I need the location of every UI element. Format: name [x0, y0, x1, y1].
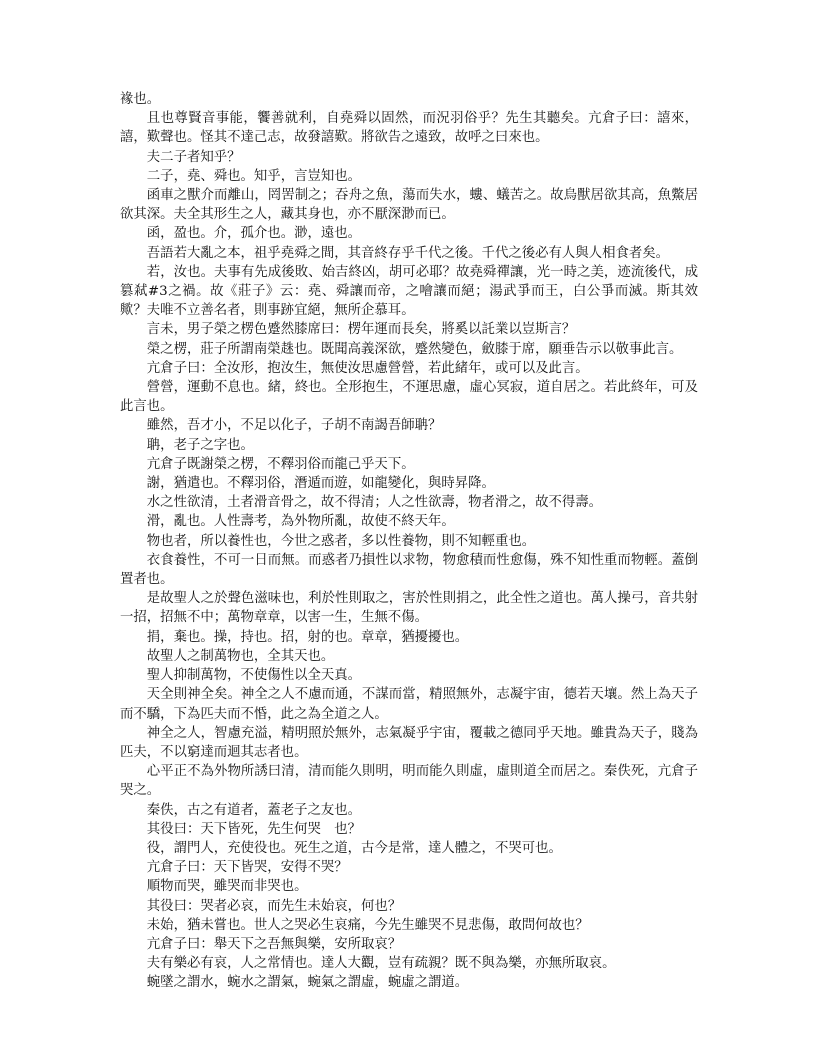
paragraph: 順物而哭，雖哭而非哭也。 — [146, 879, 308, 895]
paragraph: 函，盈也。介，孤介也。渺，遠也。 — [146, 226, 362, 242]
paragraph: 衣食養性，不可一日而無。而惑者乃損性以求物，物愈積而性愈傷，殊不知性重而物輕。蓋倒置者也。 — [120, 552, 698, 588]
paragraph: 天全則神全矣。神全之人不慮而通，不謀而當，精照無外，志凝宇宙，德若天壤。然上為天子而不驕，下為匹夫而不惛，此之為全道之人。 — [120, 687, 698, 722]
paragraph: 函車之獸介而離山，罔罟制之；吞舟之魚，蕩而失水，螻、蟻苦之。故烏獸居欲其高，魚鱉居欲其深。夫全其形生之人，藏其身也，亦不厭深渺而已。 — [120, 188, 698, 223]
paragraph: 且也尊賢音事能，饗善就利，自堯舜以固然，而況羽俗乎？先生其聽矣。亢倉子曰：譆來，譆，歎聲也。怪其不達己志，故發譆歎。將欲告之遠致，故呼之曰來也。 — [120, 111, 698, 146]
paragraph: 神全之人，智慮充溢，精明照於無外，志氣凝乎宇宙，覆載之德同乎天地。雖貴為天子，賤為匹夫，不以窮達而迴其志者也。 — [120, 725, 698, 760]
paragraph: 若，汝也。夫事有先成後敗、始吉終凶，胡可必耶？故堯舜禪讓，光一時之美，迹流後代，成篡弒#3之禍。故《莊子》云：堯、舜讓而帝，之噲讓而絕；湯武爭而王，白公爭而滅。斯其效歟？夫唯不立善名者，則事跡宜絕，無所企慕耳。 — [120, 264, 698, 319]
paragraph: 水之性欲清，土者滑音骨之，故不得清；人之性欲壽，物者滑之，故不得壽。 — [146, 495, 603, 511]
paragraph: 言未，男子榮之楞色蹙然膝席曰：楞年運而長矣，將奚以託業以豈斯言？ — [146, 322, 576, 338]
paragraph: 亢倉子曰：天下皆哭，安得不哭？ — [146, 860, 348, 876]
paragraph: 雖然，吾才小，不足以化子，子胡不南謁吾師聃？ — [146, 418, 442, 434]
paragraph: 褖也。 — [120, 92, 161, 107]
paragraph: 夫有樂必有哀，人之常情也。達人大觀，豈有疏親？既不與為樂，亦無所取哀。 — [146, 956, 616, 972]
paragraph: 未始，猶未嘗也。世人之哭必生哀痛，今先生雖哭不見悲傷，敢問何故也？ — [146, 917, 589, 933]
paragraph: 心平正不為外物所誘曰清，清而能久則明，明而能久則虛，虛則道全而居之。秦佚死，亢倉子哭之。 — [120, 764, 698, 799]
paragraph: 物也者，所以養性也，今世之惑者，多以性養物，則不知輕重也。 — [146, 533, 536, 549]
paragraph: 故聖人之制萬物也，全其天也。 — [146, 648, 335, 664]
paragraph: 秦佚，古之有道者，蓋老子之友也。 — [146, 802, 362, 818]
paragraph: 役，謂門人，充使役也。死生之道，古今是常，達人體之，不哭可也。 — [146, 840, 562, 856]
paragraph: 聃，老子之字也。 — [146, 437, 254, 453]
paragraph: 亢倉子曰：舉天下之吾無與樂，安所取哀？ — [146, 936, 402, 952]
paragraph: 其役曰：哭者必哀，而先生未始哀，何也？ — [146, 898, 402, 914]
paragraph: 二子，堯、舜也。知乎，言豈知也。 — [146, 168, 362, 184]
paragraph: 捐，棄也。操，持也。招，射的也。章章，猶擾擾也。 — [146, 629, 469, 645]
paragraph: 謝，猶遣也。不釋羽俗，潛遁而遊，如龍變化，與時昇降。 — [146, 476, 495, 492]
paragraph: 營營，運動不息也。緒，終也。全形抱生，不運思慮，虛心冥寂，道自居之。若此終年，可及此言也。 — [120, 380, 698, 415]
paragraph: 蜿墜之謂水，蜿水之謂氣，蜿氣之謂虛，蜿虛之謂道。 — [146, 975, 469, 991]
paragraph: 聖人抑制萬物，不使傷性以全天真。 — [146, 668, 362, 684]
paragraph: 是故聖人之於聲色滋味也，利於性則取之，害於性則捐之，此全性之道也。萬人操弓，音共射一招，招無不中；萬物章章，以害一生，生無不傷。 — [120, 591, 698, 626]
paragraph: 滑，亂也。人性壽考，為外物所亂，故使不終天年。 — [146, 514, 455, 530]
paragraph: 其役曰：天下皆死，先生何哭 也？ — [146, 821, 362, 837]
paragraph: 榮之楞，莊子所謂南榮趎也。既聞高義深欲，蹙然變色，斂膝于席，願垂告示以敬事此言。 — [146, 341, 683, 357]
paragraph: 亢倉子曰：全汝形，抱汝生，無使汝思慮營營，若此緒年，或可以及此言。 — [146, 360, 589, 376]
paragraph: 夫二子者知乎？ — [146, 149, 241, 165]
document-page — [120, 90, 698, 993]
paragraph: 吾語若大亂之本，祖乎堯舜之間，其音終存乎千代之後。千代之後必有人與人相食者矣。 — [146, 245, 670, 261]
paragraph: 亢倉子既謝榮之楞，不釋羽俗而龍己乎天下。 — [146, 456, 415, 472]
